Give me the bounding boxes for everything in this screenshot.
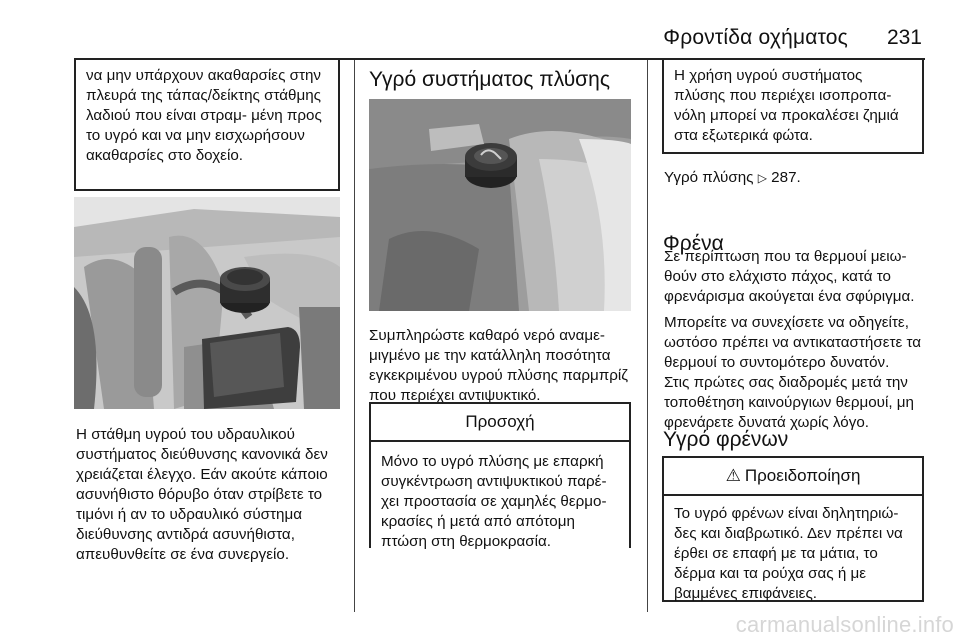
washer-fluid-reservoir-photo: [369, 99, 631, 311]
caution-box-header: [371, 404, 629, 442]
brakes-paragraph-3: Στις πρώτες σας διαδρομές μετά την τοποθέτηση καινούργιων θερμουί, μη φρενάρετε δυνατά χωρίς λόγο.: [664, 374, 914, 431]
caution-box: [369, 402, 631, 548]
washer-fluid-reference-page: 287.: [771, 169, 801, 186]
caution-title: Προσοχή: [465, 412, 535, 431]
warning-box-header: [664, 458, 922, 496]
washer-fluid-heading: Υγρό συστήματος πλύσης: [369, 68, 610, 91]
continued-note-box: [74, 60, 340, 191]
warning-title: Προειδοποίηση: [744, 466, 861, 485]
engine-bay-illustration: [74, 197, 340, 409]
caution-text: Μόνο το υγρό πλύσης με επαρκή συγκέντρωση αντιψυκτικού παρέ- χει προστασία σε χαμηλές θερμο- κρασίες ή μετά από απότομη πτώση στη θερμοκρασία.: [381, 453, 607, 550]
brake-fluid-heading: Υγρό φρένων: [663, 428, 789, 451]
isopropanol-note-box: [662, 60, 924, 154]
page-number: 231: [886, 26, 922, 49]
brakes-paragraph-1: Σε περίπτωση που τα θερμουί μειω- θούν στο ελάχιστο πάχος, κατά το φρενάρισμα ακούγεται ένα σφύριγμα.: [664, 248, 915, 305]
footer-watermark: carmanualsonline.info: [735, 612, 954, 637]
brakes-heading: Φρένα: [663, 232, 724, 255]
continued-note-text: να μην υπάρχουν ακαθαρσίες στην πλευρά της τάπας/δείκτης στάθμης λαδιού που είναι στραμ- μένη προς το υγρό και να μην εισχωρήσουν ακαθαρσίες στο δοχείο.: [86, 67, 322, 164]
page-header-title: Φροντίδα οχήματος: [663, 26, 848, 49]
warning-triangle-icon: ⚠: [725, 466, 741, 485]
warning-box: [662, 456, 924, 602]
brakes-paragraph-2: Μπορείτε να συνεχίσετε να οδηγείτε, ωστόσο πρέπει να αντικαταστήσετε τα θερμουί το συντομότερο δυνατόν.: [664, 314, 922, 371]
washer-fluid-reference: [664, 168, 924, 188]
power-steering-paragraph: Η στάθμη υγρού του υδραυλικού συστήματος διεύθυνσης κανονικά δεν χρειάζεται έλεγχο. Εάν ακούτε κάποιο ασυνήθιστο θόρυβο όταν στρίβετε το τιμόνι ή αν το υδραυλικό σύστημα διεύθυνσης αντιδρά ασυνήθιστα, απευθυνθείτε σε ένα συνεργείο.: [76, 426, 328, 563]
page-reference-icon: ▷: [757, 171, 767, 185]
power-steering-reservoir-photo: [74, 197, 340, 409]
column-divider-2: [647, 60, 648, 612]
washer-fluid-reference-text: Υγρό πλύσης: [664, 169, 754, 186]
washer-fluid-paragraph: Συμπληρώστε καθαρό νερό αναμε- μιγμένο με την κατάλληλη ποσότητα εγκεκριμένου υγρού πλύσης παρμπρίζ που περιέχει αντιψυκτικό.: [369, 327, 628, 404]
warning-text: Το υγρό φρένων είναι δηλητηριώ- δες και διαβρωτικό. Δεν πρέπει να έρθει σε επαφή με τα μάτια, το δέρμα και τα ρούχα σας ή με βαμμένες επιφάνειες.: [674, 505, 903, 602]
column-divider-1: [354, 60, 355, 612]
isopropanol-note-text: Η χρήση υγρού συστήματος πλύσης που περιέχει ισοπροπα- νόλη μπορεί να προκαλέσει ζημιά στα εξωτερικά φώτα.: [674, 67, 899, 144]
washer-reservoir-illustration: [369, 99, 631, 311]
